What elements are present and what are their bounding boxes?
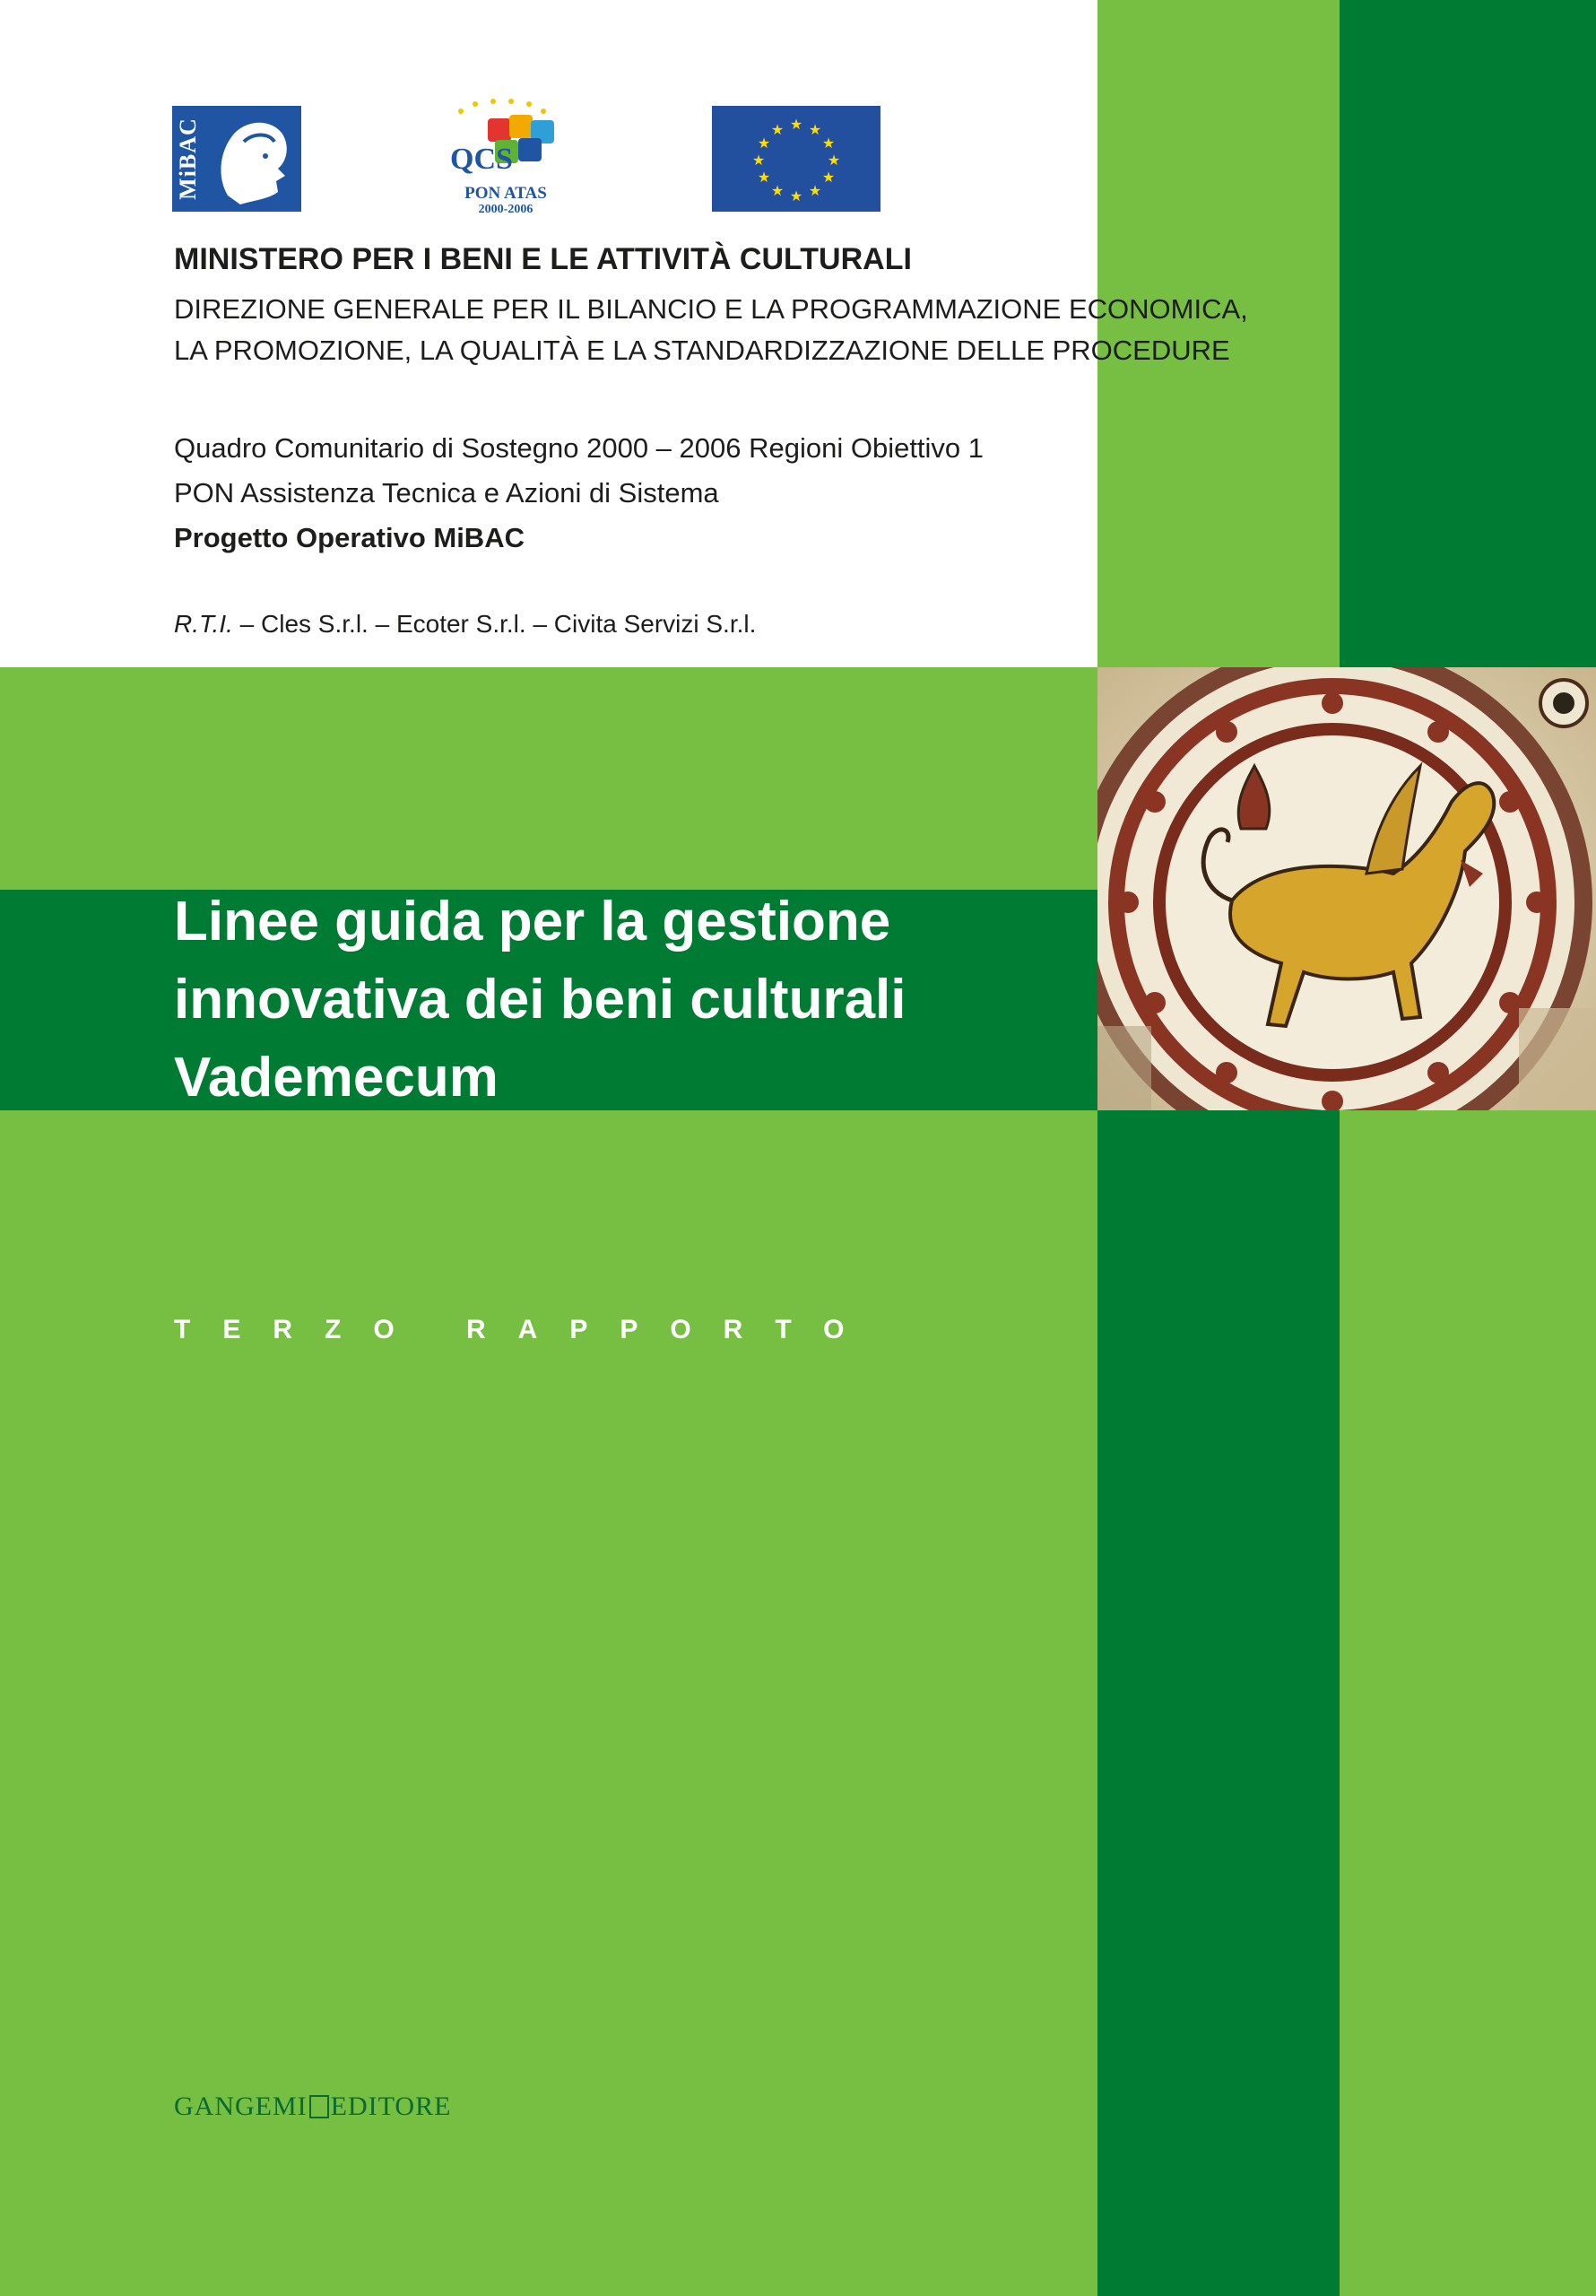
svg-text:★: ★: [808, 121, 822, 138]
mibac-logo: [172, 106, 301, 212]
program-line-2: PON Assistenza Tecnica e Azioni di Sistema: [174, 477, 719, 509]
title-line-3: Vademecum: [174, 1047, 499, 1109]
svg-text:★: ★: [757, 169, 771, 186]
publisher-logo: [174, 2092, 451, 2122]
rti-line: [174, 610, 756, 639]
ministry-name: MINISTERO PER I BENI E LE ATTIVITÀ CULTURALI: [174, 242, 912, 276]
svg-text:★: ★: [789, 116, 803, 133]
decorative-stripe: [1097, 0, 1340, 667]
decorative-stripe: [1340, 1110, 1596, 2296]
svg-text:★: ★: [827, 152, 841, 169]
pon-years-label: 2000-2006: [478, 203, 533, 216]
rti-label: R.T.I.: [174, 610, 233, 638]
pon-atas-label: PON ATAS: [464, 184, 547, 203]
title-line-1: Linee guida per la gestione: [174, 891, 891, 952]
svg-text:★: ★: [808, 182, 822, 199]
svg-text:★: ★: [751, 152, 766, 169]
mosaic-illustration: [1097, 667, 1596, 1110]
publisher-name-left: GANGEMI: [174, 2092, 308, 2121]
mibac-logo-text: MiBAC: [174, 117, 201, 200]
pon-qcs-text: QCS: [450, 143, 513, 176]
program-line-3: Progetto Operativo MiBAC: [174, 522, 525, 553]
decorative-stripe: [1097, 1110, 1340, 2296]
griffin-mosaic-image: [1097, 667, 1596, 1110]
svg-text:★: ★: [770, 121, 785, 138]
direction-line-1: DIREZIONE GENERALE PER IL BILANCIO E LA PROGRAMMAZIONE ECONOMICA,: [174, 293, 1248, 325]
svg-text:★: ★: [821, 169, 836, 186]
title-line-2: innovativa dei beni culturali: [174, 969, 906, 1031]
eu-stars-icon: [712, 106, 880, 212]
svg-text:★: ★: [757, 135, 771, 152]
publisher-name-right: EDITORE: [330, 2092, 452, 2121]
svg-text:★: ★: [821, 135, 836, 152]
svg-text:★: ★: [770, 182, 785, 199]
subtitle: TERZO RAPPORTO: [174, 1315, 877, 1344]
decorative-stripe: [1340, 0, 1596, 667]
rti-members: – Cles S.r.l. – Ecoter S.r.l. – Civita Servizi S.r.l.: [232, 610, 757, 638]
program-line-1: Quadro Comunitario di Sostegno 2000 – 2006 Regioni Obiettivo 1: [174, 432, 984, 464]
mibac-head-icon: [172, 106, 301, 212]
eu-flag: [712, 106, 880, 212]
direction-line-2: LA PROMOZIONE, LA QUALITÀ E LA STANDARDIZZAZIONE DELLE PROCEDURE: [174, 335, 1230, 366]
publisher-emblem-icon: [309, 2095, 329, 2118]
svg-text:★: ★: [789, 187, 803, 204]
puzzle-logo-icon: [443, 99, 568, 185]
